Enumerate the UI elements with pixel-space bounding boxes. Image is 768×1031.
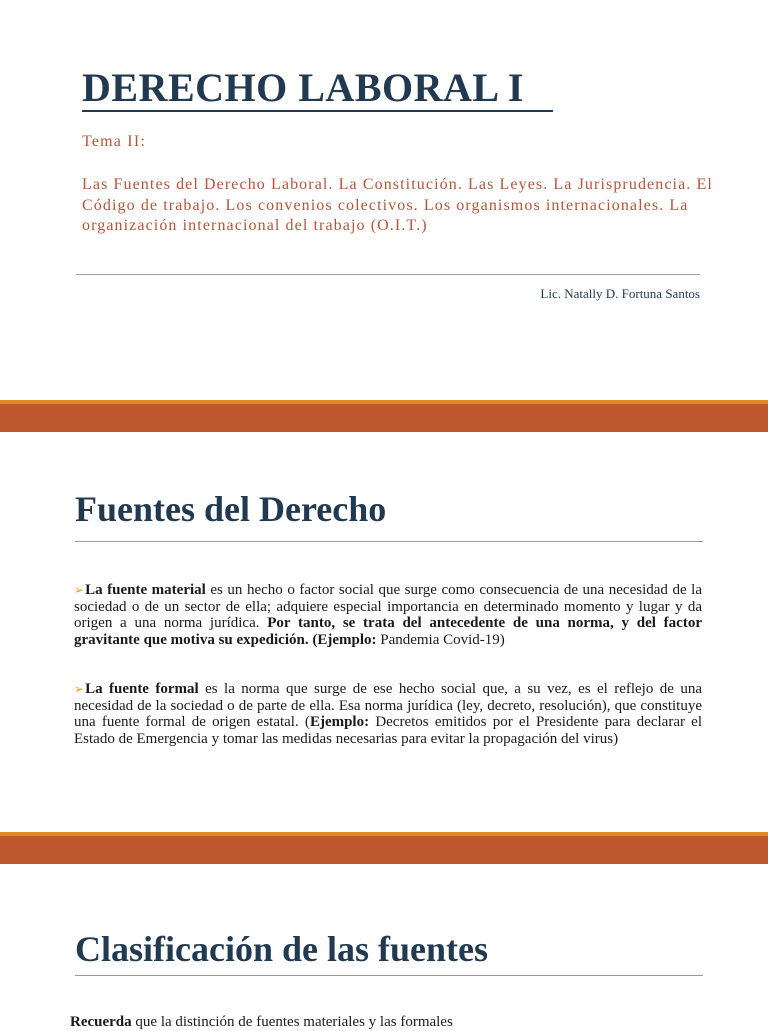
arrowhead-bullet-icon: ➢	[74, 583, 85, 597]
bold-term: Recuerda	[70, 1014, 132, 1030]
bold-emphasis: Por tanto, se trata del antecedente de una norma, y del factor gravitante que motiva su expedición. (Ejemplo:	[74, 615, 702, 648]
paragraph-text: Decretos emitidos por el Presidente para declarar el Estado de Emergencia y tomar las medidas necesarias para evitar la propagación del virus)	[74, 714, 703, 747]
paragraph-text: es la norma que surge de ese hecho social que, a su vez, es el reflejo de una necesidad de la sociedad o de parte de ella. Esa norma jurídica (ley, decreto, resolución), que constituye una fuente formal de origen estatal. (	[74, 681, 702, 731]
paragraph-text: que la distinción de fuentes materiales y las formales	[131, 1014, 453, 1030]
slide-fuentes-del-derecho	[0, 432, 768, 832]
arrowhead-bullet-icon: ➢	[74, 682, 85, 696]
presentation-title: DERECHO LABORAL I	[82, 65, 524, 110]
paragraph-text: es un hecho o factor social que surge como consecuencia de una necesidad de la sociedad o de un sector de ella; adquiere especial importancia en determinado momento y lugar y da origen a una norma jurídica.	[74, 582, 702, 632]
author-name: Lic. Natally D. Fortuna Santos	[540, 286, 700, 301]
bold-term: La fuente formal	[85, 681, 199, 697]
partial-paragraph	[70, 1014, 453, 1031]
separator-stripe-main	[0, 836, 768, 864]
paragraph-text: Pandemia Covid-19)	[376, 631, 505, 648]
divider	[75, 975, 703, 976]
slide-clasificacion	[0, 864, 768, 1030]
slide-title	[0, 0, 768, 400]
topic-description: Las Fuentes del Derecho Laboral. La Constitución. Las Leyes. La Jurisprudencia. El Código de trabajo. Los convenios colectivos. Los organismos internacionales. La organización internacional del trabajo (O.I.T.)	[82, 176, 713, 234]
bold-emphasis: Ejemplo:	[309, 714, 370, 731]
paragraph-fuente-material	[74, 582, 702, 648]
slide-title: Fuentes del Derecho	[75, 489, 387, 529]
slide-title: Clasificación de las fuentes	[75, 929, 488, 969]
paragraph-fuente-formal	[74, 681, 702, 747]
divider	[76, 274, 700, 275]
title-underline	[82, 110, 553, 112]
slide-separator-band	[0, 400, 768, 432]
divider	[75, 541, 703, 542]
bold-term: La fuente material	[85, 582, 206, 598]
slide-separator-band	[0, 832, 768, 864]
topic-heading: Tema II:	[82, 133, 147, 150]
separator-stripe-main	[0, 404, 768, 432]
